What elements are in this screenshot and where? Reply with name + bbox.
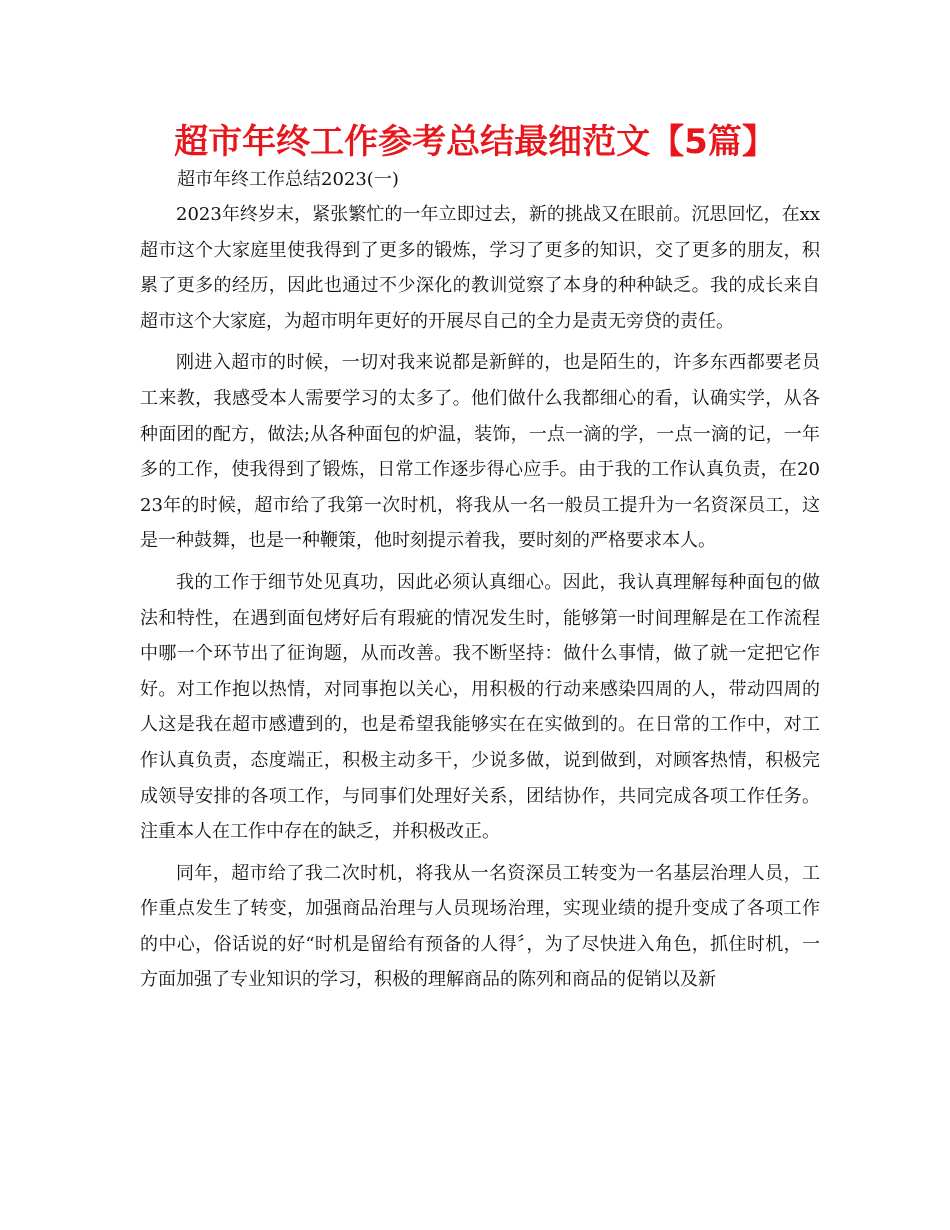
section-heading: 超市年终工作总结2023(一) bbox=[177, 169, 399, 190]
paragraph-4: 同年，超市给了我二次时机，将我从一名资深员工转变为一名基层治理人员，工作重点发生了转变，加强商品治理与人员现场治理，实现业绩的提升变成了各项工作的中心，俗话说的好“时机是留给有预备的人得〞，为了尽快进入角色，抓住时机，一方面加强了专业知识的学习，积极的理解商品的陈列和商品的促销以及新 bbox=[140, 862, 820, 991]
paragraph-3: 我的工作于细节处见真功，因此必须认真细心。因此，我认真理解每种面包的做法和特性，在遇到面包烤好后有瑕疵的情况发生时，能够第一时间理解是在工作流程中哪一个环节出了征询题，从而改善。我不断坚持：做什么事情，做了就一定把它作好。对工作抱以热情，对同事抱以关心，用积极的行动来感染四周的人，带动四周的人这是我在超市感遭到的，也是希望我能够实在在实做到的。在日常的工作中，对工作认真负责，态度端正，积极主动多干，少说多做，说到做到，对顾客热情，积极完成领导安排的各项工作，与同事们处理好关系，团结协作，共同完成各项工作任务。注重本人在工作中存在的缺乏，并积极改正。 bbox=[140, 571, 820, 843]
paragraph-1: 2023年终岁末，紧张繁忙的一年立即过去，新的挑战又在眼前。沉思回忆，在xx超市这个大家庭里使我得到了更多的锻炼，学习了更多的知识，交了更多的朋友，积累了更多的经历，因此也通过不少深化的教训觉察了本身的种种缺乏。我的成长来自超市这个大家庭，为超市明年更好的开展尽自己的全力是责无旁贷的责任。 bbox=[140, 204, 820, 332]
document-body bbox=[140, 197, 820, 1004]
document-title: 超市年终工作参考总结最细范文【5篇】 bbox=[174, 122, 776, 162]
paragraph-2: 刚进入超市的时候，一切对我来说都是新鲜的，也是陌生的，许多东西都要老员工来教，我感受本人需要学习的太多了。他们做什么我都细心的看，认确实学，从各种面团的配方，做法;从各种面包的炉温，装饰，一点一滴的学，一点一滴的记，一年多的工作，使我得到了锻炼，日常工作逐步得心应手。由于我的工作认真负责，在2023年的时候，超市给了我第一次时机，将我从一名一般员工提升为一名资深员工，这是一种鼓舞，也是一种鞭策，他时刻提示着我，要时刻的严格要求本人。 bbox=[140, 352, 820, 552]
